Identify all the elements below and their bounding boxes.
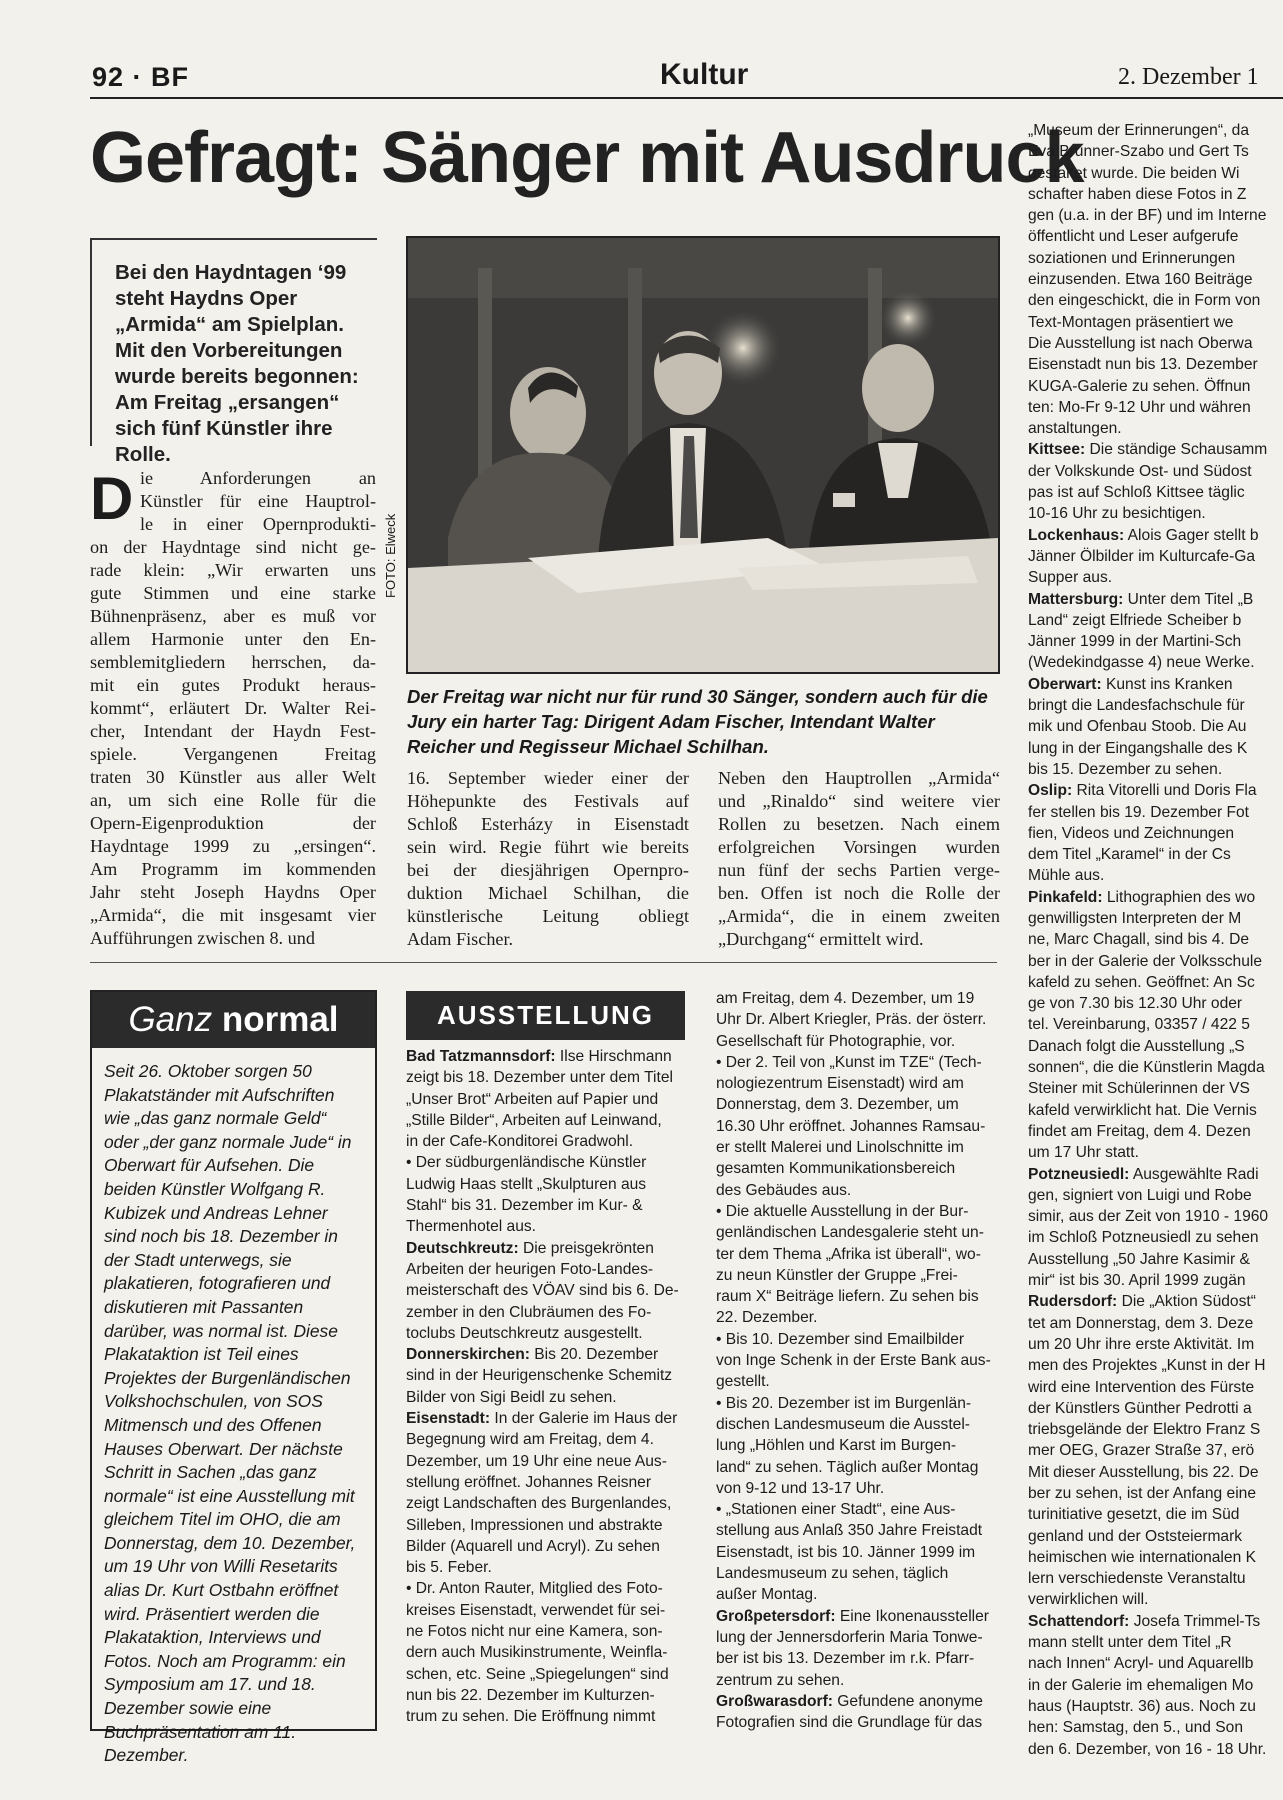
listing-line: Deutschkreutz: Die preisgekrönten <box>406 1239 654 1257</box>
listing-line: • Bis 20. Dezember ist im Burgenlän- <box>716 1394 972 1412</box>
listing-line: stellung aus Anlaß 350 Jahre Freistadt <box>716 1522 983 1540</box>
listing-line: Donnerskirchen: Bis 20. Dezember <box>406 1346 659 1364</box>
listing-line: heimischen wie internationalen K <box>1028 1548 1256 1566</box>
listing-line: meisterschaft des VÖAV sind bis 6. De- <box>406 1282 679 1300</box>
listing-line: ge von 7.30 bis 12.30 Uhr oder <box>1028 995 1243 1013</box>
ausstellung-banner: AUSSTELLUNG <box>406 991 685 1040</box>
listing-line: 16.30 Uhr eröffnet. Johannes Ramsau- <box>716 1117 986 1135</box>
text-line: Jahr steht Joseph Haydns Oper <box>90 882 376 902</box>
place-name: Schattendorf: <box>1028 1612 1130 1630</box>
ausstellung-column-3 <box>1028 120 1283 1760</box>
listing-line: kafeld zu sehen. Geöffnet: An Sc <box>1028 973 1255 991</box>
listing-line: Text-Montagen präsentiert we <box>1028 313 1234 331</box>
text-line: cher, Intendant der Haydn Fest- <box>90 721 376 741</box>
photo-credit: FOTO: Elweck <box>383 513 398 598</box>
page-number: 92 · BF <box>92 62 190 92</box>
dropcap: D <box>90 465 134 532</box>
listing-line: land“ zu sehen. Täglich außer Montag <box>716 1458 979 1476</box>
listing-line: Kittsee: Die ständige Schausamm <box>1028 441 1268 459</box>
ganz-normal-title <box>92 992 375 1048</box>
article-photo <box>406 236 1000 674</box>
listing-line: mann stellt unter dem Titel „R <box>1028 1634 1232 1652</box>
text-line: „Armida“, die mit insgesamt vier <box>90 905 376 925</box>
teaser-box <box>90 238 377 466</box>
listing-line: genland und der Oststeiermark <box>1028 1527 1243 1545</box>
photo-caption: Der Freitag war nicht nur für rund 30 Sänger, sondern auch für die Jury ein harter Tag: Dirigent Adam Fischer, Intendant Walter Reicher und Regisseur Michael Schilhan. <box>407 686 988 757</box>
listing-line: Donnerstag, dem 3. Dezember, um <box>716 1096 959 1114</box>
listing-line: mir“ ist bis 30. April 1999 zugän <box>1028 1272 1246 1290</box>
listing-line: öffentlicht und Leser aufgerufe <box>1028 228 1239 246</box>
place-name: Lockenhaus: <box>1028 526 1125 544</box>
listing-line: haus (Hauptstr. 36) aus. Noch zu <box>1028 1697 1256 1715</box>
listing-line: Potzneusiedl: Ausgewählte Radi <box>1028 1165 1259 1183</box>
issue-date: 2. Dezember 1 <box>1118 64 1259 90</box>
text-line: „Durchgang“ ermittelt wird. <box>718 929 924 949</box>
place-name: Eisenstadt: <box>406 1410 491 1428</box>
listing-line: Mattersburg: Unter dem Titel „B <box>1028 590 1254 608</box>
listing-line: in der Cafe-Konditorei Gradwohl. <box>406 1133 634 1151</box>
listing-line: hen: Samstag, den 5., und Son <box>1028 1719 1244 1737</box>
listing-line: mer OEG, Grazer Straße 37, erö <box>1028 1442 1255 1460</box>
place-name: Kittsee: <box>1028 441 1086 459</box>
place-name: Pinkafeld: <box>1028 888 1103 906</box>
text-line: künstlerische Leitung obliegt <box>407 906 689 926</box>
text-line: allem Harmonie unter den En- <box>90 629 376 649</box>
listing-line: • Der südburgenländische Künstler <box>406 1154 647 1172</box>
article-column-1 <box>90 467 376 950</box>
ausstellung-column-2 <box>716 988 1004 1733</box>
listing-line: genwilligsten Interpreten der M <box>1028 909 1242 927</box>
listing-line: simir, aus der Zeit von 1910 - 1960 <box>1028 1208 1269 1226</box>
text-line: bei der diesjährigen Opernpro- <box>407 860 689 880</box>
listing-line: tet am Donnerstag, dem 3. Deze <box>1028 1314 1254 1332</box>
listing-line: Oslip: Rita Vitorelli und Doris Fla <box>1028 782 1257 800</box>
text-line: sein wird. Regie führt wie bereits <box>407 837 689 857</box>
listing-line: dem Titel „Karamel“ in der Cs <box>1028 846 1231 864</box>
listing-line: findet am Freitag, dem 4. Dezen <box>1028 1122 1251 1140</box>
place-name: Großwarasdorf: <box>716 1692 833 1710</box>
listing-line: Großpetersdorf: Eine Ikonenaussteller <box>716 1607 989 1625</box>
listing-line: lung „Höhlen und Karst im Burgen- <box>716 1437 957 1455</box>
text-line: Opern-Eigenproduktion der <box>90 813 376 833</box>
listing-line: ber zu sehen, ist der Anfang eine <box>1028 1485 1256 1502</box>
listing-line: „Unser Brot“ Arbeiten auf Papier und <box>406 1090 659 1108</box>
article-column-1-text <box>90 467 376 950</box>
listing-line: gen, signiert von Luigi und Robe <box>1028 1186 1252 1204</box>
listing-line: pas ist auf Schloß Kittsee täglic <box>1028 484 1245 502</box>
listing-line: kafeld verwirklicht hat. Die Vernis <box>1028 1101 1257 1119</box>
text-line: Bühnenpräsenz, aber es muß vor <box>90 606 376 626</box>
listing-line: soziationen und Erinnerungen <box>1028 249 1236 267</box>
listing-line: Eisenstadt: In der Galerie im Haus der <box>406 1410 678 1428</box>
text-line: Rollen zu besetzen. Nach einem <box>718 814 1000 834</box>
section-divider <box>90 962 997 963</box>
text-line: mit ein gutes Produkt heraus- <box>90 675 376 695</box>
place-name: Oslip: <box>1028 782 1073 800</box>
listing-line: sonnen“, die die Künstlerin Magda <box>1028 1059 1265 1077</box>
listing-line: ter dem Thema „Afrika ist überall“, wo- <box>716 1245 981 1263</box>
listing-line: um 17 Uhr statt. <box>1028 1144 1139 1162</box>
text-line: rade klein: „Wir erwarten uns <box>90 560 376 580</box>
text-line: duktion Michael Schilhan, die <box>407 883 689 903</box>
listing-line: bis 15. Dezember zu sehen. <box>1028 760 1223 778</box>
listing-line: • Der 2. Teil von „Kunst im TZE“ (Tech- <box>716 1053 982 1071</box>
listing-line: Bilder von Sigi Beidl zu sehen. <box>406 1388 617 1406</box>
header-rule <box>90 97 1283 99</box>
text-line: gute Stimmen und eine starke <box>90 583 376 603</box>
place-name: Donnerskirchen: <box>406 1346 530 1364</box>
listing-line: schafter haben diese Fotos in Z <box>1028 185 1247 203</box>
listing-line: kreises Eisenstadt, verwendet für sei- <box>406 1601 666 1619</box>
listing-line: • Dr. Anton Rauter, Mitglied des Foto- <box>406 1580 663 1598</box>
listing-line: lung der Jennersdorferin Maria Tonwe- <box>716 1628 983 1646</box>
listing-line: Fotografien sind die Grundlage für das <box>716 1714 983 1732</box>
listing-line: Eva Brunner-Szabo und Gert Ts <box>1028 143 1249 161</box>
listing-line: Bilder (Aquarell und Acryl). Zu sehen <box>406 1537 660 1555</box>
listing-line: Danach folgt die Ausstellung „S <box>1028 1037 1245 1055</box>
listing-line: außer Montag. <box>716 1586 818 1604</box>
listing-line: Dezember, um 19 Uhr eine neue Aus- <box>406 1452 667 1470</box>
listing-line: fer stellen bis 19. Dezember Fot <box>1028 803 1250 821</box>
listing-line: Ausstellung „50 Jahre Kasimir & <box>1028 1250 1250 1268</box>
text-line: an, um sich eine Rolle für die <box>90 790 376 810</box>
text-line: le in einer Opernprodukti- <box>140 514 376 534</box>
listing-line: Lockenhaus: Alois Gager stellt b <box>1028 526 1259 544</box>
place-name: Mattersburg: <box>1028 590 1124 608</box>
text-line: Höhepunkte des Festivals auf <box>407 791 689 811</box>
listing-line: lung in der Eingangshalle des K <box>1028 739 1248 757</box>
listing-line: gesamten Kommunikationsbereich <box>716 1160 956 1178</box>
listing-line: raum X“ Beiträge liefern. Zu sehen bis <box>716 1288 979 1306</box>
listing-line: Eisenstadt nun bis 13. Dezember <box>1028 356 1258 374</box>
text-line: Künstler für eine Hauptrol- <box>140 491 376 511</box>
listing-line: ber in der Galerie der Volksschule <box>1028 952 1263 970</box>
ganz-normal-box <box>90 990 377 1766</box>
listing-line: Rudersdorf: Die „Aktion Südost“ <box>1028 1293 1256 1311</box>
listing-line: Gesellschaft für Photographie, vor. <box>716 1032 956 1050</box>
place-name: Bad Tatzmannsdorf: <box>406 1048 556 1065</box>
text-line: erfolgreichen Vorsingen wurden <box>718 837 1000 857</box>
ausstellung-column-1 <box>406 1046 692 1728</box>
listing-line: toclubs Deutschkreutz ausgestellt. <box>406 1324 643 1342</box>
listing-line: dischen Landesmuseum die Ausstel- <box>716 1415 970 1433</box>
text-line: ben. Offen ist noch die Rolle der <box>718 883 1000 903</box>
listing-line: Mit dieser Ausstellung, bis 22. De <box>1028 1463 1259 1481</box>
listing-line: Uhr Dr. Albert Kriegler, Präs. der österr. <box>716 1011 987 1029</box>
listing-line: wird eine Intervention des Fürste <box>1028 1378 1255 1396</box>
section-title: Kultur <box>660 58 749 91</box>
text-line: ie Anforderungen an <box>140 468 376 488</box>
listing-line: verwirklichen will. <box>1028 1591 1149 1609</box>
listing-line: nach Innen“ Acryl- und Aquarellb <box>1028 1655 1254 1673</box>
text-line: Am Programm im kommenden <box>90 859 376 879</box>
listing-line: Schattendorf: Josefa Trimmel-Ts <box>1028 1612 1261 1630</box>
place-name: Oberwart: <box>1028 675 1102 693</box>
listing-line: bringt die Landesfachschule für <box>1028 697 1245 715</box>
listing-line: „Museum der Erinnerungen“, da <box>1028 122 1250 139</box>
listing-line: anstaltungen. <box>1028 420 1122 438</box>
text-line: nun fünf der sechs Partien verge- <box>718 860 1000 880</box>
listing-line: stellung eröffnet. Johannes Reisner <box>406 1473 652 1491</box>
listing-line: ne Fotos nicht nur eine Kamera, son- <box>406 1623 663 1641</box>
listing-line: Stahl“ bis 31. Dezember im Kur- & <box>406 1197 643 1215</box>
listing-line: im Schloß Potzneusiedl zu sehen <box>1028 1229 1259 1247</box>
listing-line: in der Galerie im ehemaligen Mo <box>1028 1676 1254 1694</box>
listing-line: Eisenstadt, ist bis 10. Jänner 1999 im <box>716 1543 976 1561</box>
teaser-text: Bei den Haydntagen ‘99 steht Haydns Oper „Armida“ am Spielplan. Mit den Vorbereitungen wurde bereits begonnen: Am Freitag „ersangen“ sich fünf Künstler ihre Rolle. <box>115 261 359 466</box>
ganz-normal-title-italic: Ganz <box>128 1000 213 1039</box>
place-name: Deutschkreutz: <box>406 1239 519 1257</box>
listing-line: des Gebäudes aus. <box>716 1181 852 1199</box>
listing-line: sind in der Heurigenschenke Schemitz <box>406 1367 673 1385</box>
listing-line: tel. Vereinbarung, 03357 / 422 5 <box>1028 1016 1250 1034</box>
listing-line: von 9-12 und 13-17 Uhr. <box>716 1479 885 1497</box>
listing-line: den eingeschickt, die in Form von <box>1028 292 1261 310</box>
listing-line: men des Projektes „Kunst in der H <box>1028 1357 1266 1375</box>
listing-line: Oberwart: Kunst ins Kranken <box>1028 675 1233 693</box>
listing-line: Jänner Ölbilder im Kulturcafe-Ga <box>1028 547 1256 565</box>
text-line: Neben den Hauptrollen „Armida“ <box>718 768 1000 788</box>
listing-line: zu neun Künstler der Gruppe „Frei- <box>716 1266 958 1284</box>
listing-line: Arbeiten der heurigen Foto-Landes- <box>406 1260 654 1278</box>
listing-line: genländischen Landesgalerie steht un- <box>716 1224 984 1242</box>
text-line: semblemitgliedern herrschen, da- <box>90 652 376 672</box>
listing-line: Bad Tatzmannsdorf: Ilse Hirschmann <box>406 1048 672 1065</box>
photo-illustration <box>408 238 998 672</box>
listing-line: • Die aktuelle Ausstellung in der Bur- <box>716 1202 969 1220</box>
listing-line: fien, Videos und Zeichnungen <box>1028 824 1235 842</box>
place-name: Großpetersdorf: <box>716 1607 836 1625</box>
listing-line: triebsgelände der Elektro Franz S <box>1028 1421 1261 1439</box>
listing-line: Pinkafeld: Lithographien des wo <box>1028 888 1256 906</box>
listing-line: den 6. Dezember, von 16 - 18 Uhr. <box>1028 1740 1267 1758</box>
listing-line: Jänner 1999 in der Martini-Sch <box>1028 633 1242 651</box>
text-line: spiele. Vergangenen Freitag <box>90 744 376 764</box>
listing-line: 10-16 Uhr zu besichtigen. <box>1028 505 1206 523</box>
listing-line: zeigt Landschaften des Burgenlandes, <box>406 1495 672 1513</box>
text-line: „Armida“, die in einem zweiten <box>718 906 1000 926</box>
listing-line: zeigt bis 18. Dezember unter dem Titel <box>406 1069 673 1087</box>
text-line: Schloß Esterházy in Eisenstadt <box>407 814 689 834</box>
listing-line: nun bis 22. Dezember im Kulturzen- <box>406 1686 655 1704</box>
listing-line: dern auch Musikinstrumente, Weinfla- <box>406 1644 668 1662</box>
text-line: on der Haydntage sind nicht ge- <box>90 537 376 557</box>
ganz-normal-text: Seit 26. Oktober sorgen 50 Plakatständer mit Aufschriften wie „das ganz normale Geld“ oder „der ganz normale Jude“ in Oberwart für Aufsehen. Die beiden Künstler Wolfgang R. Kubizek und Andreas Lehner sind noch bis 18. Dezember in der Stadt unterwegs, sie plakatieren, fotografieren und diskutieren mit Passanten darüber, was normal ist. Diese Plakataktion ist Teil eines Projektes der Burgenländischen Volkshochschulen, von SOS Mitmensch und des Offenen Hauses Oberwart. Der nächste Schritt in Sachen „das ganz normale“ ist eine Ausstellung mit gleichem Titel im OHO, die am Donnerstag, dem 10. Dezember, um 19 Uhr von Willi Resetarits alias Dr. Kurt Ostbahn eröffnet wird. Präsentiert werden die Plakataktion, Interviews und Fotos. Noch am Programm: ein Symposium am 17. und 18. Dezember sowie eine Buchpräsentation am 11. Dezember. <box>104 1061 356 1766</box>
listing-line: lern verschiedenste Veranstaltu <box>1028 1570 1246 1588</box>
listing-line: Die Ausstellung ist nach Oberwa <box>1028 334 1253 352</box>
listing-line: • „Stationen einer Stadt“, eine Aus- <box>716 1501 956 1519</box>
listing-line: gen (u.a. in der BF) und im Interne <box>1028 207 1267 225</box>
listing-line: zember in den Clubräumen des Fo- <box>406 1303 652 1321</box>
text-line: Haydntage 1999 zu „ersingen“. <box>90 836 376 856</box>
listing-line: bis 5. Feber. <box>406 1559 492 1577</box>
listing-line: der Volkskunde Ost- und Südost <box>1028 462 1252 480</box>
listing-line: von Inge Schenk in der Erste Bank aus- <box>716 1352 991 1370</box>
text-line: Adam Fischer. <box>407 929 514 949</box>
listing-line: am Freitag, dem 4. Dezember, um 19 <box>716 990 975 1007</box>
listing-line: er stellt Malerei und Linolschnitte im <box>716 1139 964 1157</box>
listing-line: 22. Dezember. <box>716 1309 818 1327</box>
listing-line: KUGA-Galerie zu sehen. Öffnun <box>1028 377 1251 395</box>
listing-line: gestaltet wurde. Die beiden Wi <box>1028 164 1240 182</box>
listing-line: nologiezentrum Eisenstadt) wird am <box>716 1075 964 1093</box>
listing-line: ten: Mo-Fr 9-12 Uhr und währen <box>1028 398 1251 416</box>
listing-line: der Künstlers Günther Pedrotti a <box>1028 1399 1252 1417</box>
place-name: Potzneusiedl: <box>1028 1165 1130 1183</box>
listing-line: schen, etc. Seine „Spiegelungen“ sind <box>406 1665 669 1683</box>
text-line: Aufführungen zwischen 8. und <box>90 928 315 948</box>
listing-line: (Wedekindgasse 4) neue Werke. <box>1028 654 1255 672</box>
listing-line: mik und Ofenbau Stoob. Die Au <box>1028 718 1247 736</box>
listing-line: zentrum zu sehen. <box>716 1671 845 1689</box>
listing-line: turinitiative gesetzt, die im Süd <box>1028 1506 1240 1524</box>
listing-line: Land“ zeigt Elfriede Scheiber b <box>1028 611 1242 629</box>
text-line: kommt“, erläutert Dr. Walter Rei- <box>90 698 376 718</box>
text-line: traten 30 Künstler aus aller Welt <box>90 767 376 787</box>
headline: Gefragt: Sänger mit Ausdruck <box>90 118 1084 198</box>
listing-line: gestellt. <box>716 1373 770 1391</box>
listing-line: Supper aus. <box>1028 569 1113 587</box>
listing-line: Landesmuseum zu sehen, täglich <box>716 1565 949 1583</box>
listing-line: Steiner mit Schülerinnen der VS <box>1028 1080 1250 1098</box>
listing-line: ne, Marc Chagall, sind bis 4. De <box>1028 931 1250 949</box>
listing-line: • Bis 10. Dezember sind Emailbilder <box>716 1330 965 1348</box>
article-column-3 <box>718 767 1000 951</box>
listing-line: Großwarasdorf: Gefundene anonyme <box>716 1692 983 1710</box>
listing-line: Ludwig Haas stellt „Skulpturen aus <box>406 1175 647 1193</box>
listing-line: Silleben, Impressionen und abstrakte <box>406 1516 663 1534</box>
listing-line: trum zu sehen. Die Eröffnung nimmt <box>406 1708 656 1726</box>
listing-line: ber ist bis 13. Dezember im r.k. Pfarr- <box>716 1650 975 1668</box>
listing-line: Mühle aus. <box>1028 867 1105 885</box>
place-name: Rudersdorf: <box>1028 1293 1118 1311</box>
listing-line: Begegnung wird am Freitag, dem 4. <box>406 1431 654 1449</box>
article-column-2 <box>407 767 689 951</box>
listing-line: Thermenhotel aus. <box>406 1218 537 1236</box>
ganz-normal-title-rest: normal <box>212 1000 339 1039</box>
text-line: 16. September wieder einer der <box>407 768 689 788</box>
listing-line: um 20 Uhr ihre erste Aktivität. Im <box>1028 1335 1255 1353</box>
listing-line: „Stille Bilder“, Arbeiten auf Leinwand, <box>406 1111 662 1129</box>
text-line: und „Rinaldo“ sind weitere vier <box>718 791 1000 811</box>
listing-line: einzusenden. Etwa 160 Beiträge <box>1028 271 1253 289</box>
